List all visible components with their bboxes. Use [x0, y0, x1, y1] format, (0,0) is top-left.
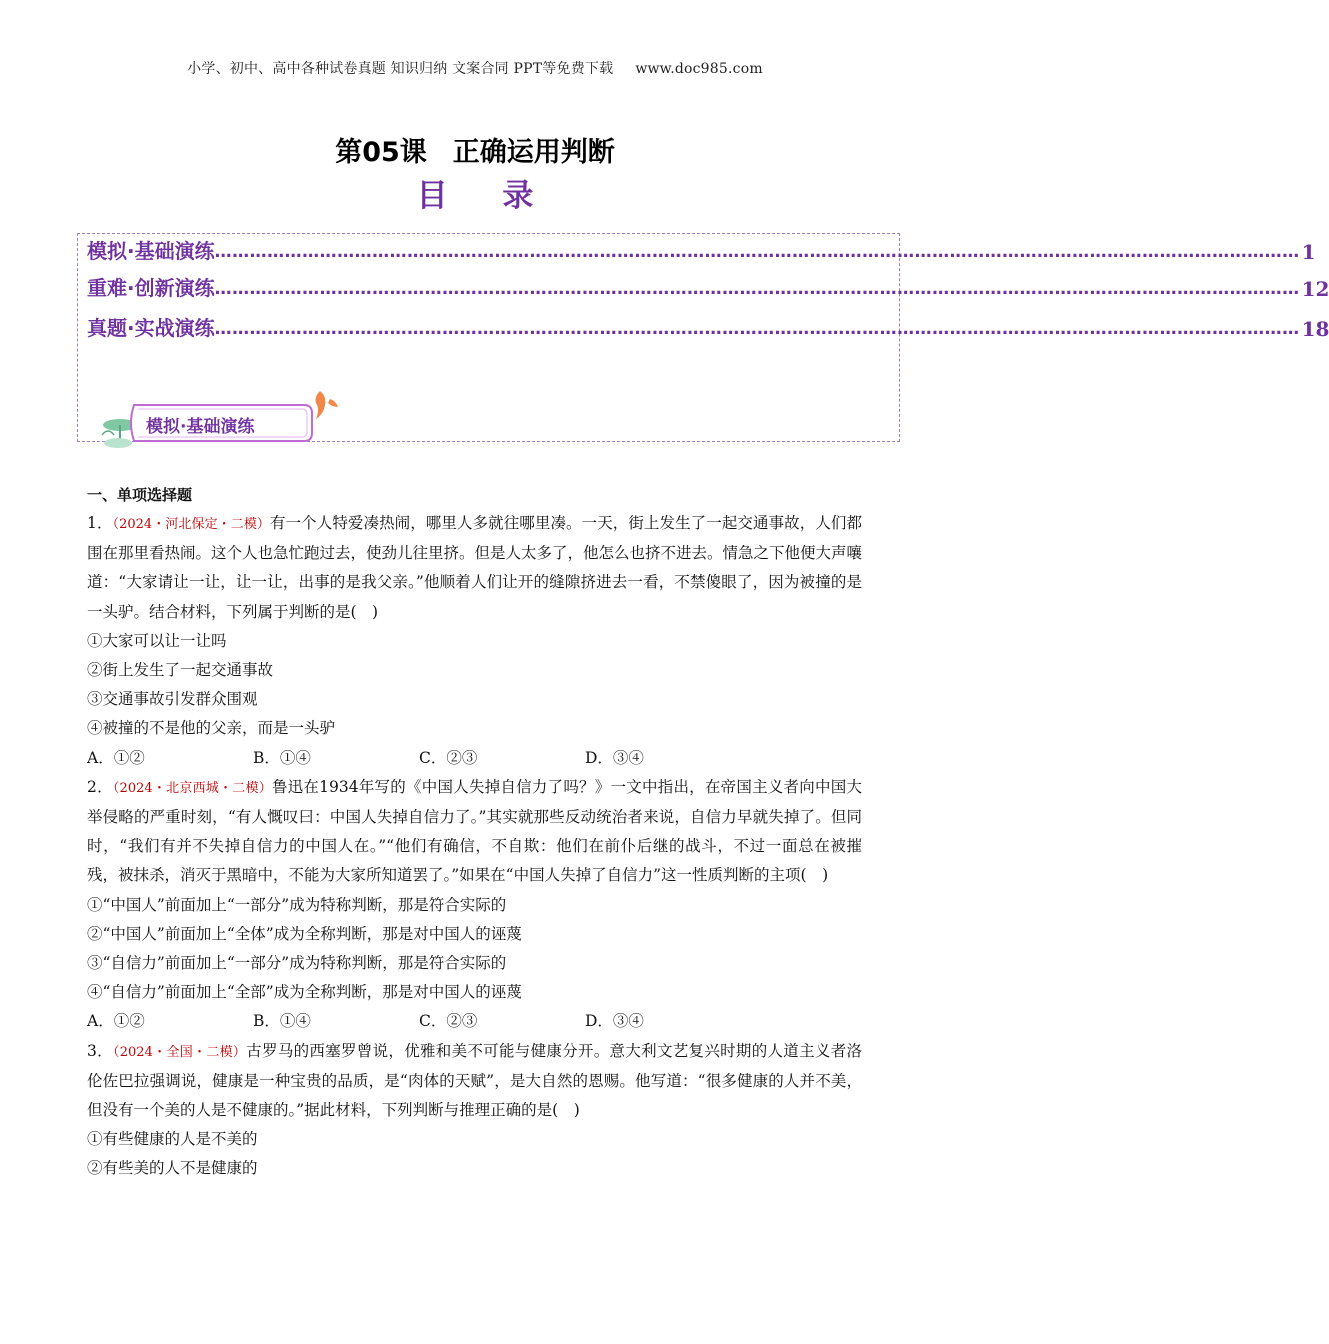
section-heading: 一、单项选择题 [87, 486, 193, 504]
question-source: （2024・北京西城・二模） [112, 780, 272, 796]
question-text: 鲁迅在1934年写的《中国人失掉自信力了吗？》一文中指出，在帝国主义者向中国大举侵略的严重时刻，“有人慨叹曰：中国人失掉自信力了。”其实就那些反动统治者来说，自信力早就失掉了。但同时，“我们有并不失掉自信力的中国人在。”“他们有确信，不自欺：他们在前仆后继的战斗，不过一面总在被摧残，被抹杀，消灭于黑暗中，不能为大家所知道罢了。”如果在“中国人失掉了自信力”这一性质判断的主项( ) [87, 777, 862, 885]
toc-entry-label: 真题·实战演练 [87, 316, 215, 340]
choice-c[interactable]: C．②③ [419, 1012, 478, 1031]
question-3 [87, 1037, 862, 1184]
question-stem [87, 773, 862, 891]
statement-item: ④“自信力”前面加上“全部”成为全称判断，那是对中国人的诬蔑 [87, 983, 522, 1002]
statement-item: ①“中国人”前面加上“一部分”成为特称判断，那是符合实际的 [87, 895, 507, 914]
toc-leader: …………………………………………………………………………………………………………………………………………………………………… [214, 242, 1300, 262]
statement-item: ①有些健康的人是不美的 [87, 1130, 258, 1149]
choice-c[interactable]: C．②③ [419, 748, 478, 767]
answer-choices [87, 1007, 862, 1036]
header-text: 小学、初中、高中各种试卷真题 知识归纳 文案合同 PPT等免费下载 [187, 61, 614, 77]
choice-d[interactable]: D．③④ [585, 1012, 644, 1031]
statement-item: ③交通事故引发群众围观 [87, 690, 258, 709]
statement-item: ④被撞的不是他的父亲，而是一头驴 [87, 719, 336, 738]
statement-item: ②有些美的人不是健康的 [87, 1159, 258, 1178]
question-text: 古罗马的西塞罗曾说，优雅和美不可能与健康分开。意大利文艺复兴时期的人道主义者洛伦佐巴拉强调说，健康是一种宝贵的品质，是“肉体的天赋”，是大自然的恩赐。他写道：“很多健康的人并不美，但没有一个美的人是不健康的。”据此材料，下列判断与推理正确的是( ) [87, 1041, 862, 1120]
question-2 [87, 773, 862, 1037]
statement-item: ③“自信力”前面加上“一部分”成为特称判断，那是符合实际的 [87, 954, 507, 973]
choice-b[interactable]: B．①④ [253, 748, 311, 767]
toc-entry-label: 模拟·基础演练 [87, 239, 215, 263]
question-number: 2． [87, 777, 113, 796]
toc-entry[interactable] [87, 311, 1329, 341]
question-text: 有一个人特爱凑热闹，哪里人多就往哪里凑。一天，街上发生了一起交通事故，人们都围在那里看热闹。这个人也急忙跑过去，使劲儿往里挤。但是人太多了，他怎么也挤不进去。情急之下他便大声嚷道：“大家请让一让，让一让，出事的是我父亲。”他顺着人们让开的缝隙挤进去一看，不禁傻眼了，因为被撞的是一头驴。结合材料，下列属于判断的是( ) [87, 514, 863, 621]
badge-label: 模拟·基础演练 [146, 417, 255, 437]
statement-item: ②“中国人”前面加上“全体”成为全称判断，那是对中国人的诬蔑 [87, 924, 522, 943]
koi-fish-icon [316, 391, 326, 419]
lesson-name: 正确运用判断 [452, 137, 615, 168]
toc-entry-page: 1 [1301, 240, 1316, 264]
question-content [87, 484, 862, 1184]
choice-b[interactable]: B．①④ [253, 1012, 311, 1031]
question-number: 3． [87, 1041, 113, 1060]
toc-entry[interactable] [87, 271, 1329, 301]
question-stem [87, 1037, 862, 1126]
choice-a[interactable]: A．①② [87, 748, 145, 767]
toc-entry-label: 重难·创新演练 [87, 276, 215, 300]
question-source: （2024・河北保定・二模） [112, 517, 270, 532]
statement-item: ①大家可以让一让吗 [87, 631, 227, 650]
lesson-title [0, 130, 950, 169]
question-stem [87, 509, 862, 627]
choice-d[interactable]: D．③④ [585, 748, 644, 767]
toc-leader: …………………………………………………………………………………………………………………………………………………………………… [214, 279, 1300, 299]
answer-choices [87, 744, 862, 773]
statement-item: ②街上发生了一起交通事故 [87, 661, 274, 680]
header-site[interactable]: www.doc985.com [635, 61, 763, 77]
toc-leader: …………………………………………………………………………………………………………………………………………………………………… [214, 319, 1300, 339]
toc-entry[interactable] [87, 234, 1316, 264]
toc-entry-page: 18 [1301, 317, 1329, 341]
lesson-number: 第05课 [335, 137, 427, 168]
toc-entry-page: 12 [1301, 277, 1329, 301]
page-header [0, 58, 950, 78]
toc-title: 目 录 [416, 178, 556, 214]
choice-a[interactable]: A．①② [87, 1012, 145, 1031]
question-1 [87, 509, 862, 773]
question-number: 1． [87, 514, 113, 532]
question-source: （2024・全国・二模） [112, 1044, 247, 1060]
